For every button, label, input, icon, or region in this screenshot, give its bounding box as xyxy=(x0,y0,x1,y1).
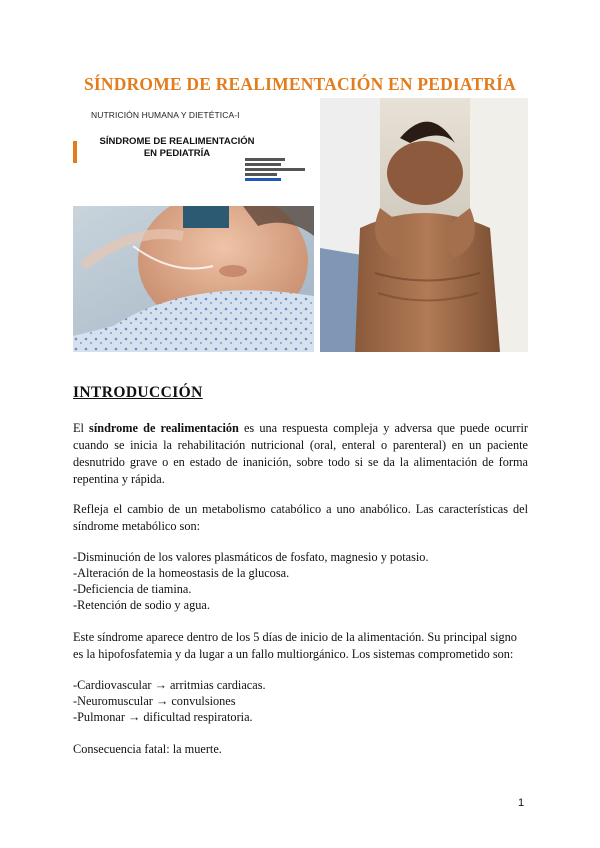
onset-paragraph: Este síndrome aparece dentro de los 5 días de inicio de la alimentación. Su principal signo es la hipofosfatemia y da lugar a un fallo multiorgánico. Los sistemas comprometido son: xyxy=(73,630,517,661)
feature-item: -Deficiencia de tiamina. xyxy=(73,582,192,596)
malnourished-child-photo xyxy=(320,98,528,352)
feature-item: -Disminución de los valores plasmáticos de fosfato, magnesio y potasio. xyxy=(73,550,429,564)
page-number: 1 xyxy=(518,797,525,809)
cover-title-line1: SÍNDROME DE REALIMENTACIÓN xyxy=(99,136,255,147)
cover-author-lines xyxy=(245,156,305,183)
system-item: -Neuromuscular → convulsiones xyxy=(73,694,236,708)
intro-bold-term: síndrome de realimentación xyxy=(89,421,239,435)
system-item: -Pulmonar → dificultad respiratoria. xyxy=(73,710,253,724)
metabolism-paragraph: Refleja el cambio de un metabolismo catabólico a uno anabólico. Las características del síndrome metabólico son: xyxy=(73,502,528,533)
eye-censor-bar xyxy=(183,206,229,228)
cover-title xyxy=(87,136,267,160)
intro-rest: es una respuesta compleja y adversa que puede ocurrir cuando se inicia la rehabilitación nutricional (oral, enteral o parenteral) en un paciente desnutrido grave o en estado de inanición, sobre todo si se da la alimentación de forma repentina y rápida. xyxy=(73,421,528,486)
intro-paragraph xyxy=(73,420,528,488)
feature-item: -Alteración de la homeostasis de la glucosa. xyxy=(73,566,290,580)
section-heading: INTRODUCCIÓN xyxy=(73,384,203,401)
system-item: -Cardiovascular → arritmias cardiacas. xyxy=(73,678,266,692)
intro-prefix: El xyxy=(73,421,90,435)
cover-course-label: NUTRICIÓN HUMANA Y DIETÉTICA-I xyxy=(91,110,240,120)
document-title: SÍNDROME DE REALIMENTACIÓN EN PEDIATRÍA xyxy=(83,74,517,94)
cover-title-line2: EN PEDIATRÍA xyxy=(143,148,211,159)
consequence-line: Consecuencia fatal: la muerte. xyxy=(73,742,222,756)
feature-item: -Retención de sodio y agua. xyxy=(73,598,210,612)
cover-image xyxy=(73,98,314,352)
cover-accent-bar xyxy=(73,141,77,163)
